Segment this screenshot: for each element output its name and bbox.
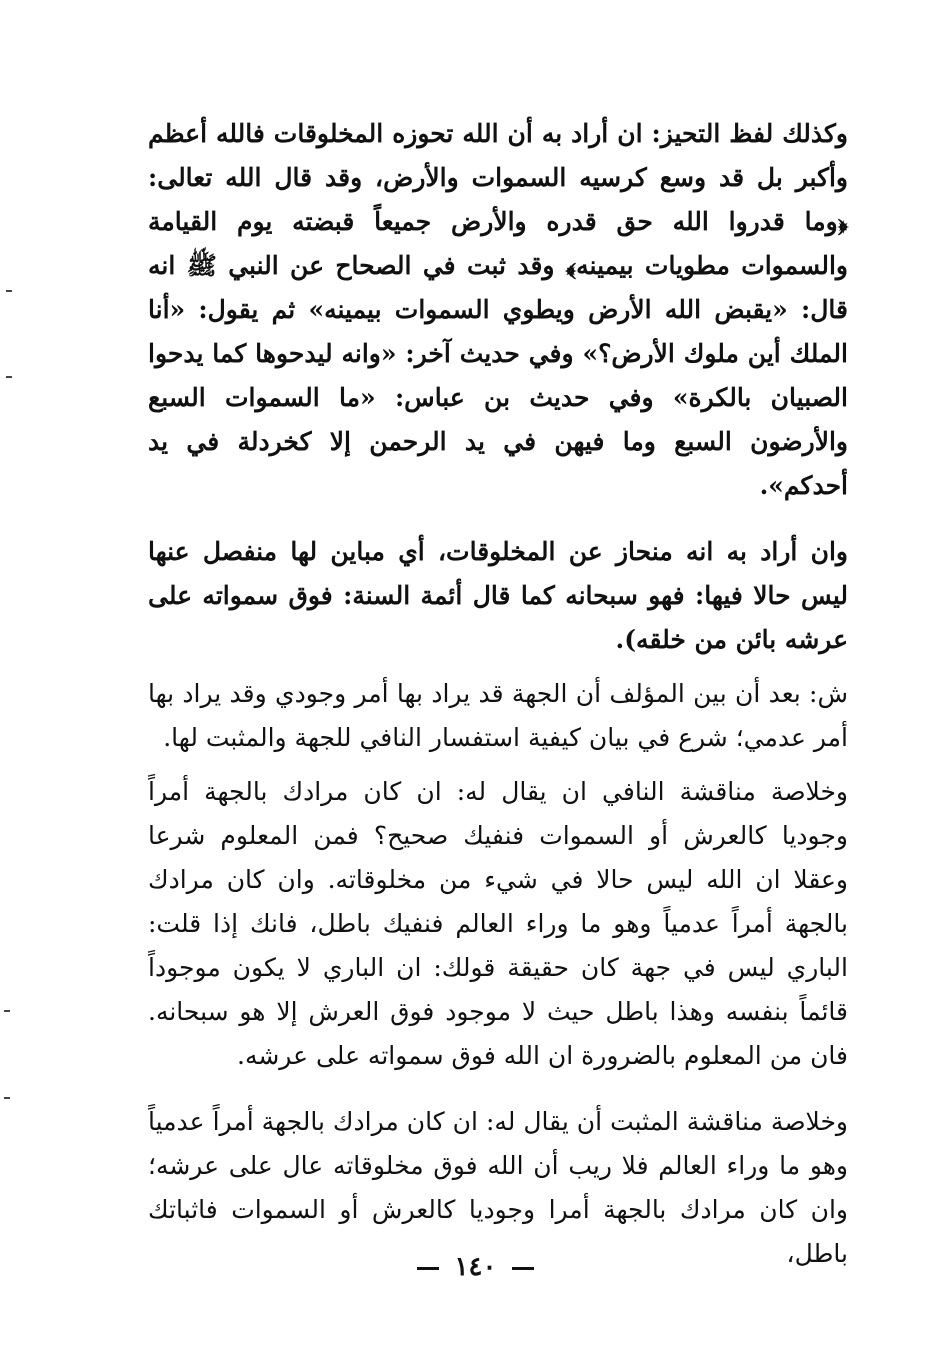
paragraph-text: وان أراد به انه منحاز عن المخلوقات، أي مباين لها منفصل عنها ليس حالا فيها: فهو سبحانه كما قال أئمة السنة: فوق سمواته على عرشه بائن من خلقه). <box>148 537 848 654</box>
scan-margin-mark <box>6 376 12 378</box>
page-number <box>0 1252 951 1282</box>
scan-margin-mark <box>4 1010 10 1012</box>
paragraph-text: وخلاصة مناقشة النافي ان يقال له: ان كان مرادك بالجهة أمراً وجوديا كالعرش أو السموات فنفيك صحيح؟ فمن المعلوم شرعا وعقلا ان الله ليس حالا في شيء من مخلوقاته. وان كان مرادك بالجهة أمراً عدمياً وهو ما وراء العالم فنفيك باطل، فانك إذا قلت: الباري ليس في جهة كان حقيقة قولك: ان الباري لا يكون موجوداً قائماً بنفسه وهذا باطل حيث لا موجود فوق العرش إلا هو سبحانه. فان من المعلوم بالضرورة ان الله فوق سمواته على عرشه. <box>148 777 849 1070</box>
paragraph-text: وكذلك لفظ التحيز: ان أراد به أن الله تحوزه المخلوقات فالله أعظم وأكبر بل قد وسع كرسيه السموات والأرض، وقد قال الله تعالى: ﴿وما قدروا الله حق قدره والأرض جميعاً قبضته يوم القيامة والسموات مطويات بيمينه﴾ وقد ثبت في الصحاح عن النبي ﷺ انه قال: «يقبض الله الأرض ويطوي السموات بيمينه» ثم يقول: «أنا الملك أين ملوك الأرض؟» وفي حديث آخر: «وانه ليدحوها كما يدحوا الصبيان بالكرة» وفي حديث بن عباس: «ما السموات السبع والأرضون السبع وما فيهن في يد الرحمن إلا كخردلة في يد أحدكم». <box>148 119 848 500</box>
paragraph-gap <box>148 1078 848 1100</box>
paragraph-gap <box>148 662 848 672</box>
paragraph-gap <box>148 508 848 530</box>
paragraph-gap <box>148 760 848 770</box>
paragraph-text: ش: بعد أن بين المؤلف أن الجهة قد يراد بها أمر وجودي وقد يراد بها أمر عدمي؛ شرع في بيان كيفية استفسار النافي للجهة والمثبت لها. <box>148 679 848 752</box>
paragraph-text: وخلاصة مناقشة المثبت أن يقال له: ان كان مرادك بالجهة أمراً عدمياً وهو ما وراء العالم فلا ريب أن الله فوق مخلوقاته عال على عرشه؛ وان كان مرادك بالجهة أمرا وجوديا كالعرش أو السموات فاثباتك باطل، <box>148 1107 848 1268</box>
scan-margin-mark <box>4 1097 10 1099</box>
page-number-dash-left <box>417 1267 439 1270</box>
page-number-value: ١٤٠ <box>454 1252 497 1282</box>
page-number-dash-right <box>512 1267 534 1270</box>
page-body <box>148 112 848 1276</box>
scan-margin-mark <box>6 290 12 292</box>
